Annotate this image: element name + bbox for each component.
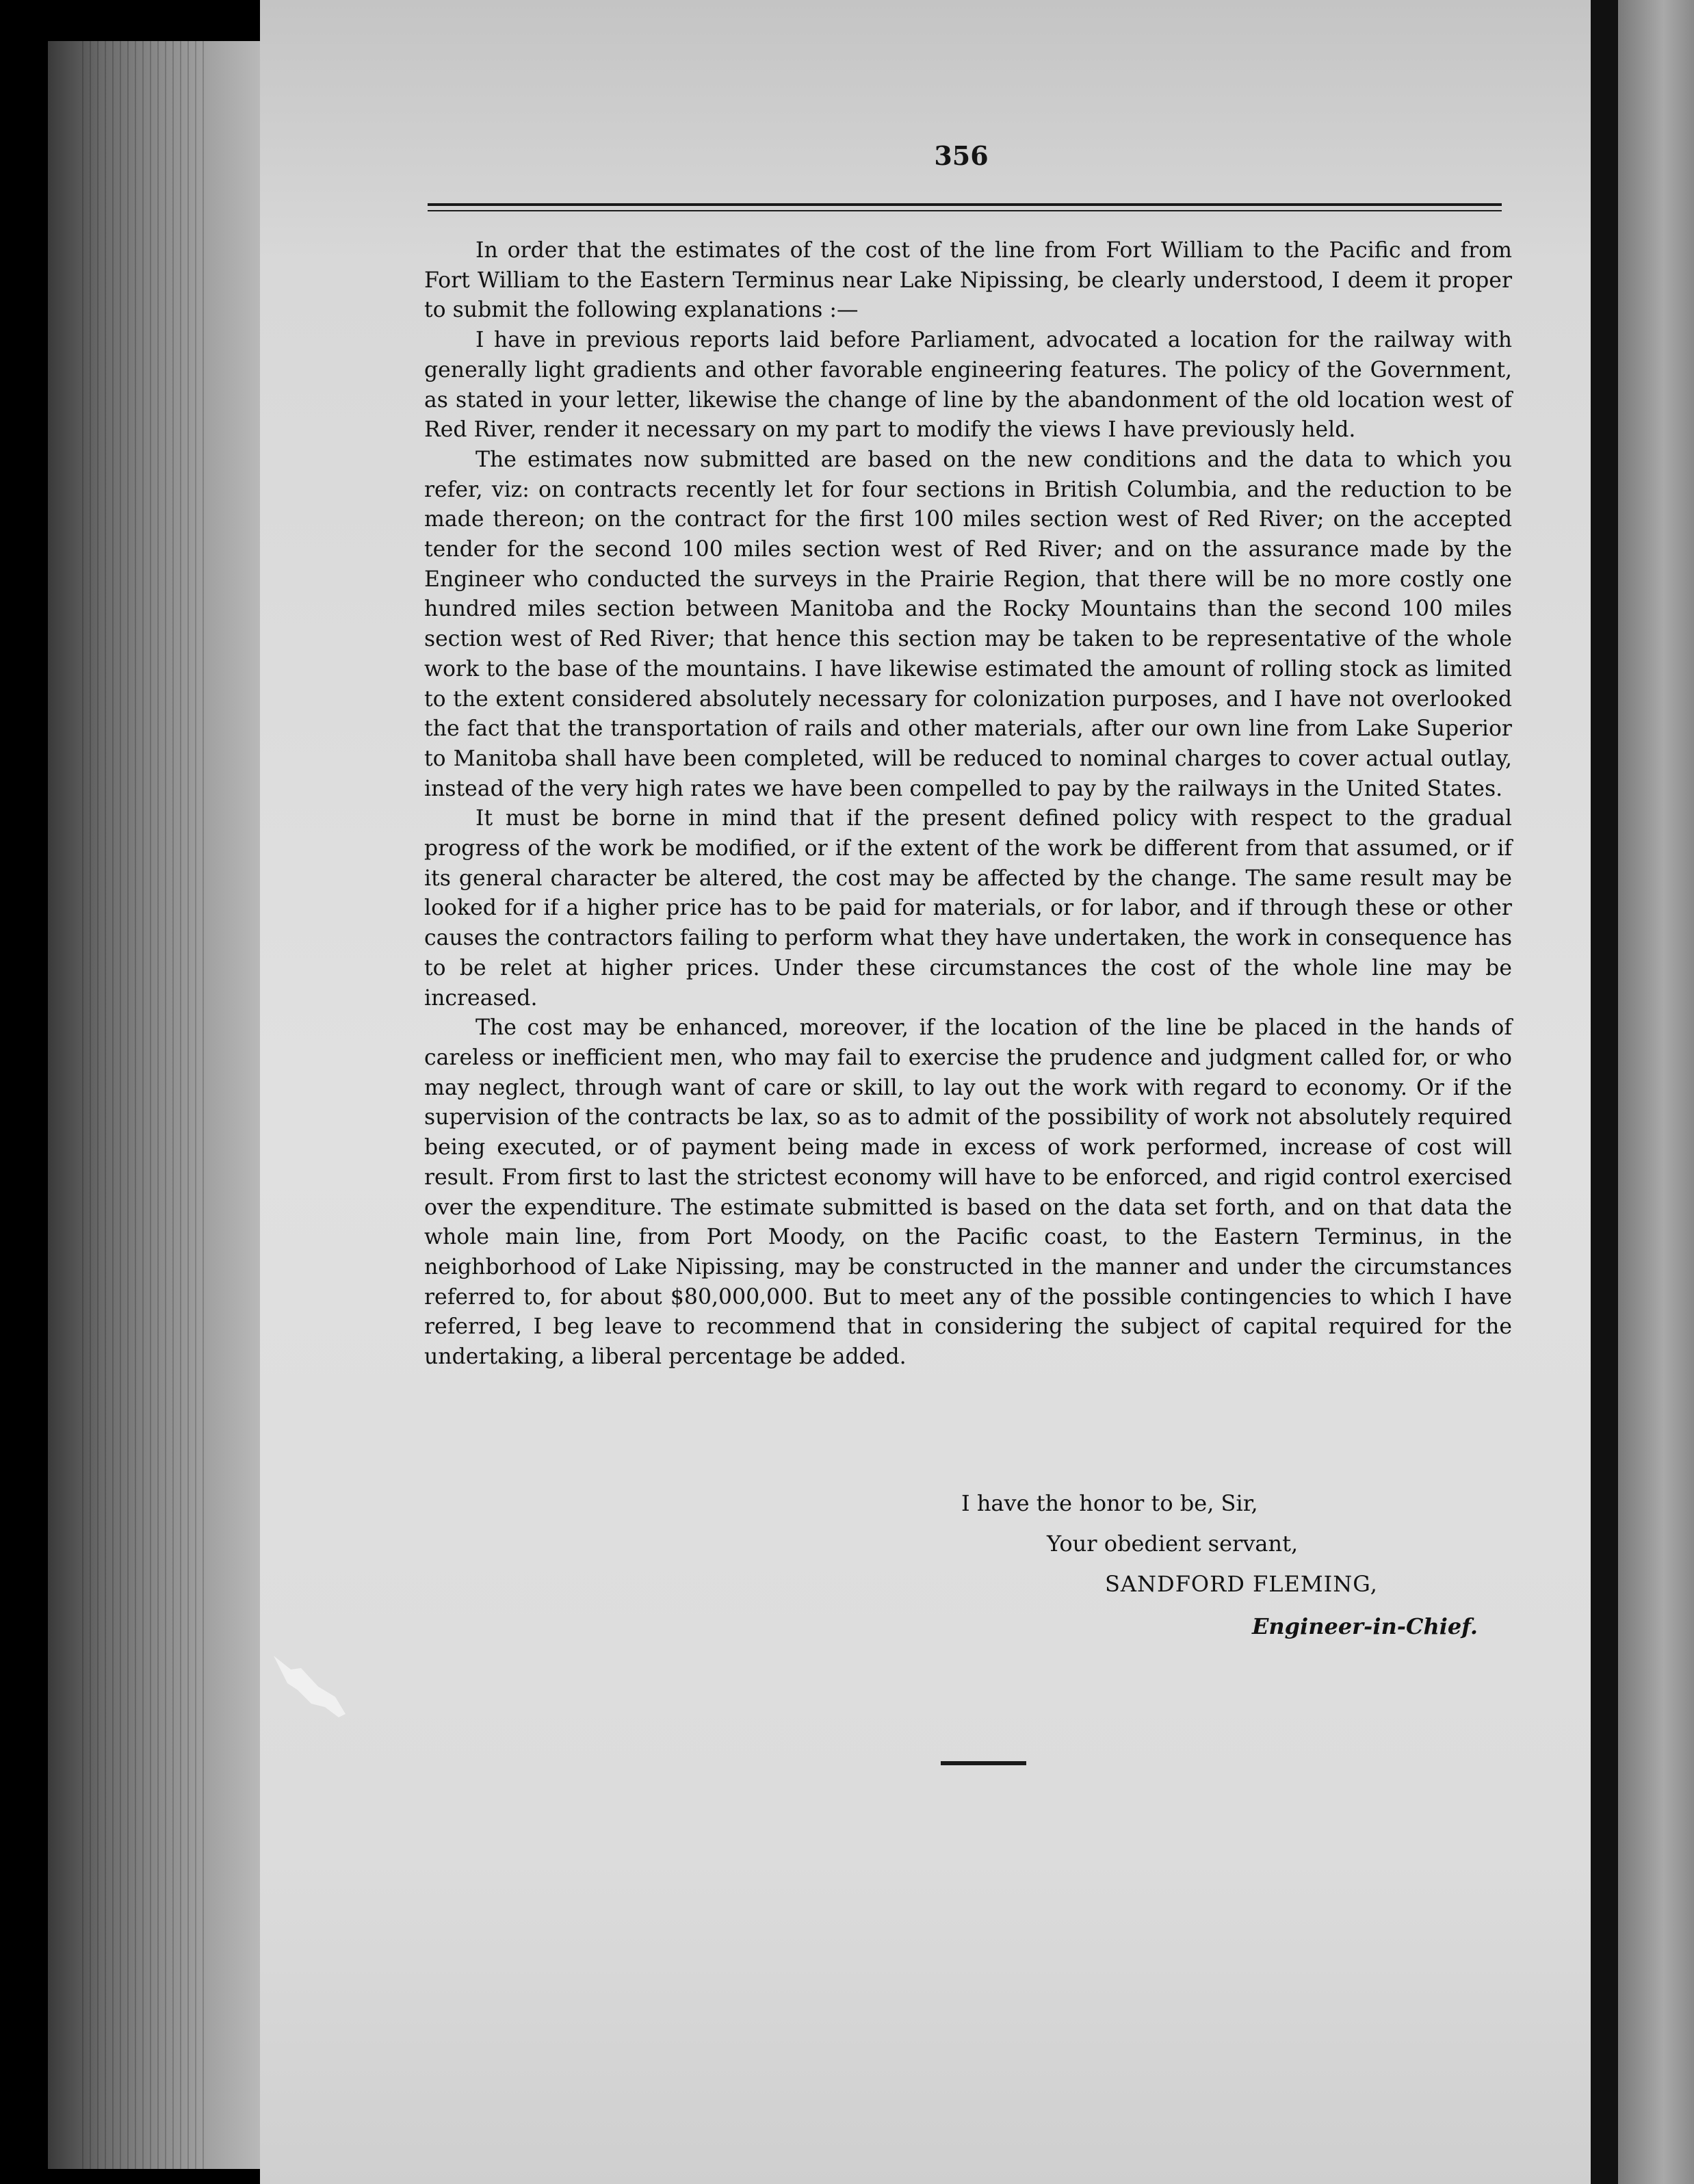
paragraph: I have in previous reports laid before Parliament, advocated a location for the railway with generally light gradients and other favorable engineering features. The policy of the Government, as stated in your letter, likewise the change of line by the abandonment of the old location west of Red River, render it necessary on my part to modify the views I have previously held. [424,328,1512,443]
header-rule-thick [428,203,1502,206]
signer-name: SANDFORD FLEMING, [1105,1571,1378,1597]
letter-body [424,236,1512,1373]
closing-salutation: I have the honor to be, Sir, [961,1490,1258,1516]
paragraph: The cost may be enhanced, moreover, if the location of the line be placed in the hands of careless or inefficient men, who may fail to exercise the prudence and judgment called for, or who may neglect, through want of care or skill, to lay out the work with regard to economy. Or if the supervision of the contracts be lax, so as to admit of the possibility of work not absolutely required being executed, or of payment being made in excess of work performed, increase of cost will result. From first to last the strictest economy will have to be enforced, and rigid control exercised over the expenditure. The estimate submitted is based on the data set forth, and on that data the whole main line, from Port Moody, on the Pacific coast, to the Eastern Terminus, in the neighborhood of Lake Nipissing, may be constructed in the manner and under the circumstances referred to, for about $80,000,000. But to meet any of the possible contingencies to which I have referred, I beg leave to recommend that in considering the subject of capital required for the undertaking, a liberal percentage be added. [424,1015,1512,1370]
header-rule-thin [428,210,1502,211]
paragraph: In order that the estimates of the cost of the line from Fort William to the Pacific and from Fort William to the Eastern Terminus near Lake Nipissing, be clearly understood, I deem it proper to submit the following explanations :— [424,238,1512,323]
book-binding-gutter [1591,0,1618,2184]
end-rule [941,1761,1026,1765]
page-number: 356 [934,140,989,171]
closing-servant: Your obedient servant, [1047,1531,1299,1557]
signer-title: Engineer-in-Chief. [1252,1613,1478,1639]
page-edge-lines [82,41,205,2169]
next-page-edge [1618,0,1694,2184]
paper-blemish [270,1649,352,1724]
paragraph: It must be borne in mind that if the present defined policy with respect to the gradual progress of the work be modified, or if the extent of the work be different from that assumed, or if its general character be altered, the cost may be affected by the change. The same result may be looked for if a higher price has to be paid for materials, or for labor, and if through these or other causes the contractors failing to perform what they have undertaken, the work in consequence has to be relet at higher prices. Under these circumstances the cost of the whole line may be increased. [424,806,1512,1011]
paragraph: The estimates now submitted are based on the new conditions and the data to which you refer, viz: on contracts recently let for four sections in British Columbia, and the reduction to be made thereon; on the contract for the first 100 miles section west of Red River; on the accepted tender for the second 100 miles section west of Red River; and on the assurance made by the Engineer who conducted the surveys in the Prairie Region, that there will be no more costly one hundred miles section between Manitoba and the Rocky Mountains than the second 100 miles section west of Red River; that hence this section may be taken to be representative of the whole work to the base of the mountains. I have likewise estimated the amount of rolling stock as limited to the extent considered absolutely necessary for colonization purposes, and I have not overlooked the fact that the transportation of rails and other materials, after our own line from Lake Superior to Manitoba shall have been completed, will be reduced to nominal charges to cover actual outlay, instead of the very high rates we have been compelled to pay by the railways in the United States. [424,447,1512,801]
